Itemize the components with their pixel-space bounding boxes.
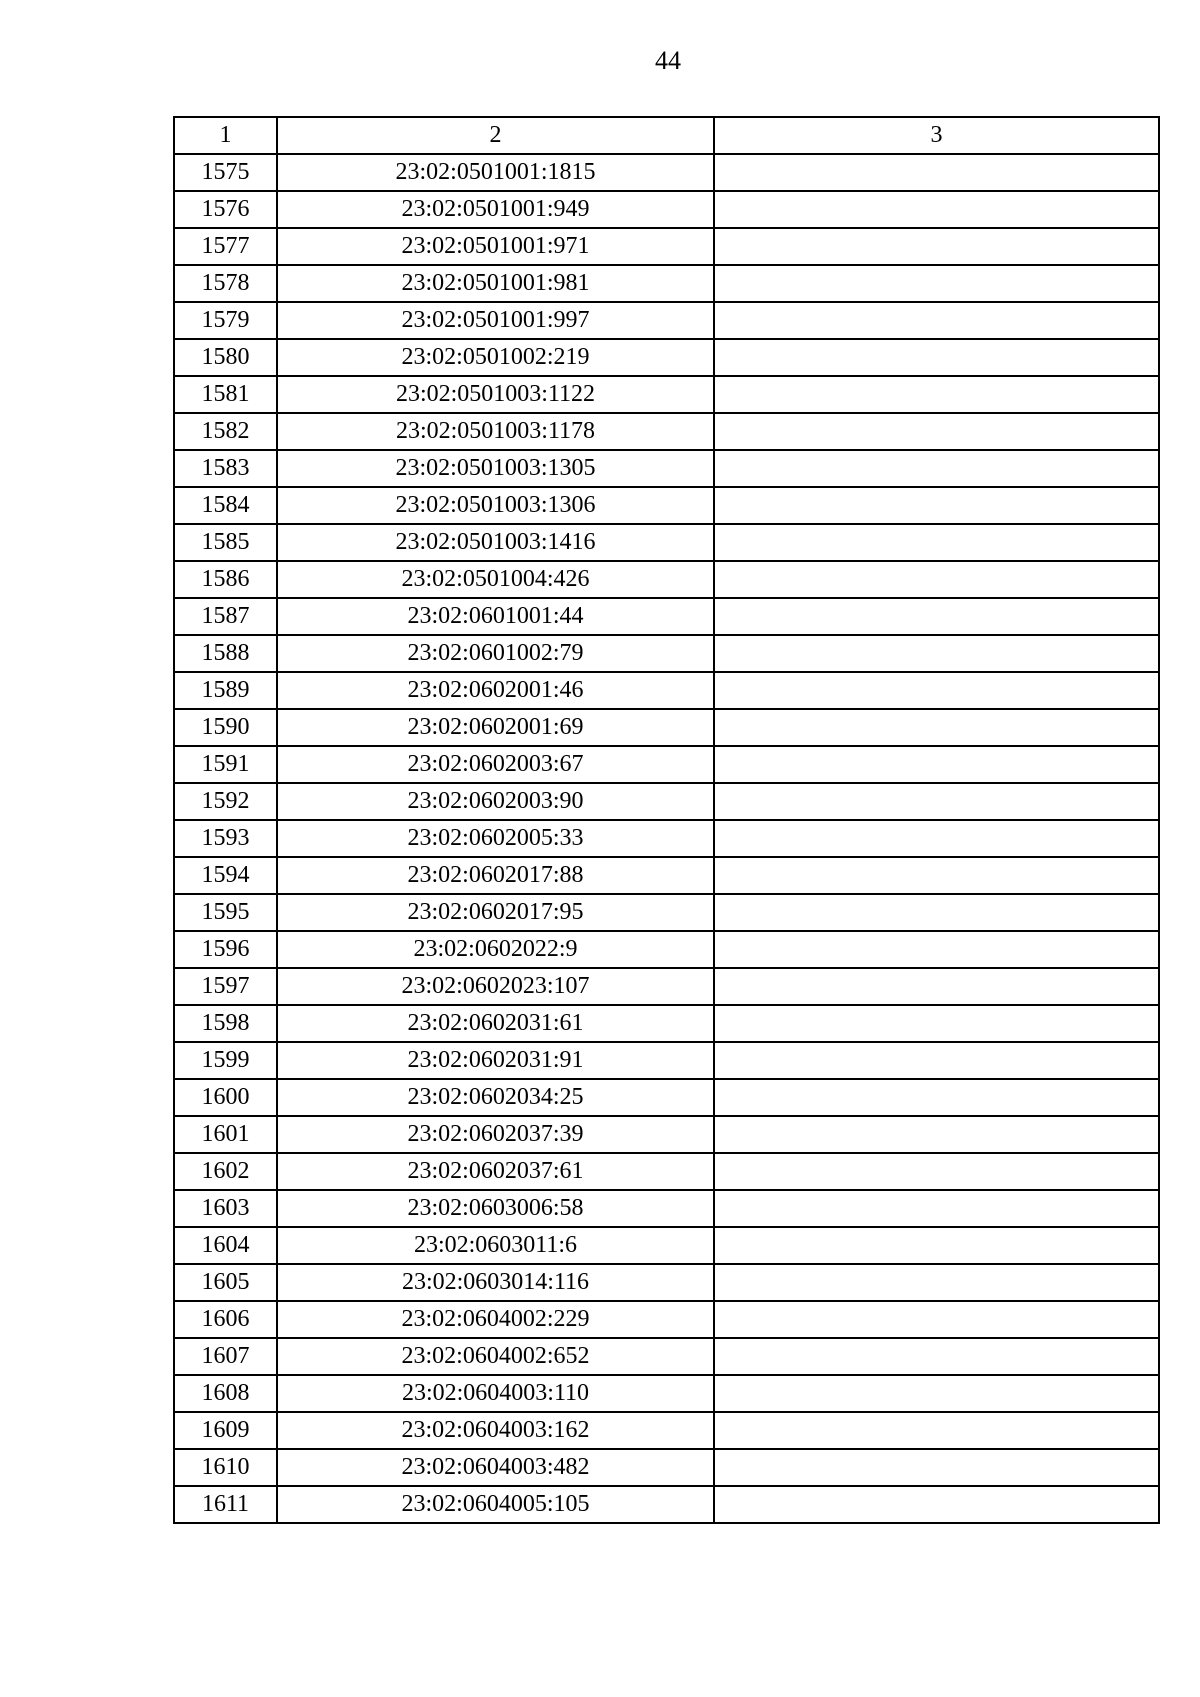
cadastral-number-cell: 23:02:0602003:67 — [277, 746, 714, 783]
table-row — [174, 1190, 1159, 1227]
row-number-cell: 1581 — [174, 376, 277, 413]
table-row — [174, 746, 1159, 783]
column-header-2: 2 — [277, 117, 714, 154]
cadastral-number-cell: 23:02:0604003:482 — [277, 1449, 714, 1486]
cadastral-number-cell: 23:02:0604003:110 — [277, 1375, 714, 1412]
note-cell — [714, 228, 1159, 265]
note-cell — [714, 1005, 1159, 1042]
cadastral-number-cell: 23:02:0501002:219 — [277, 339, 714, 376]
row-number-cell: 1599 — [174, 1042, 277, 1079]
table-row — [174, 672, 1159, 709]
table-row — [174, 228, 1159, 265]
cadastral-number-cell: 23:02:0501001:997 — [277, 302, 714, 339]
cadastral-number-cell: 23:02:0604002:229 — [277, 1301, 714, 1338]
cadastral-number-cell: 23:02:0604003:162 — [277, 1412, 714, 1449]
table-row — [174, 561, 1159, 598]
row-number-cell: 1595 — [174, 894, 277, 931]
row-number-cell: 1600 — [174, 1079, 277, 1116]
row-number-cell: 1608 — [174, 1375, 277, 1412]
cadastral-number-cell: 23:02:0604005:105 — [277, 1486, 714, 1523]
table-row — [174, 783, 1159, 820]
note-cell — [714, 1338, 1159, 1375]
note-cell — [714, 746, 1159, 783]
row-number-cell: 1576 — [174, 191, 277, 228]
table-row — [174, 376, 1159, 413]
cadastral-number-cell: 23:02:0604002:652 — [277, 1338, 714, 1375]
note-cell — [714, 894, 1159, 931]
cadastral-number-cell: 23:02:0501003:1305 — [277, 450, 714, 487]
row-number-cell: 1578 — [174, 265, 277, 302]
row-number-cell: 1603 — [174, 1190, 277, 1227]
table-row — [174, 968, 1159, 1005]
row-number-cell: 1580 — [174, 339, 277, 376]
column-header-1: 1 — [174, 117, 277, 154]
cadastral-number-cell: 23:02:0501003:1122 — [277, 376, 714, 413]
row-number-cell: 1587 — [174, 598, 277, 635]
cadastral-number-cell: 23:02:0501001:949 — [277, 191, 714, 228]
note-cell — [714, 1079, 1159, 1116]
cadastral-number-cell: 23:02:0602005:33 — [277, 820, 714, 857]
row-number-cell: 1604 — [174, 1227, 277, 1264]
note-cell — [714, 339, 1159, 376]
table-row — [174, 1301, 1159, 1338]
row-number-cell: 1610 — [174, 1449, 277, 1486]
note-cell — [714, 450, 1159, 487]
cadastral-number-cell: 23:02:0602031:91 — [277, 1042, 714, 1079]
note-cell — [714, 635, 1159, 672]
row-number-cell: 1609 — [174, 1412, 277, 1449]
note-cell — [714, 265, 1159, 302]
table-row — [174, 857, 1159, 894]
cadastral-number-cell: 23:02:0501003:1178 — [277, 413, 714, 450]
cadastral-number-cell: 23:02:0602001:46 — [277, 672, 714, 709]
note-cell — [714, 1264, 1159, 1301]
cadastral-number-cell: 23:02:0603011:6 — [277, 1227, 714, 1264]
row-number-cell: 1577 — [174, 228, 277, 265]
row-number-cell: 1588 — [174, 635, 277, 672]
table-row — [174, 598, 1159, 635]
row-number-cell: 1590 — [174, 709, 277, 746]
row-number-cell: 1606 — [174, 1301, 277, 1338]
page-number: 44 — [655, 46, 681, 75]
cadastral-table — [173, 116, 1160, 1524]
row-number-cell: 1607 — [174, 1338, 277, 1375]
table-row — [174, 302, 1159, 339]
table-header-row — [174, 117, 1159, 154]
cadastral-number-cell: 23:02:0601002:79 — [277, 635, 714, 672]
note-cell — [714, 413, 1159, 450]
note-cell — [714, 1486, 1159, 1523]
note-cell — [714, 1227, 1159, 1264]
table-row — [174, 894, 1159, 931]
table-body — [174, 154, 1159, 1523]
table-row — [174, 1079, 1159, 1116]
row-number-cell: 1583 — [174, 450, 277, 487]
cadastral-number-cell: 23:02:0501004:426 — [277, 561, 714, 598]
table-row — [174, 1375, 1159, 1412]
note-cell — [714, 820, 1159, 857]
row-number-cell: 1579 — [174, 302, 277, 339]
cadastral-number-cell: 23:02:0602023:107 — [277, 968, 714, 1005]
cadastral-number-cell: 23:02:0602037:39 — [277, 1116, 714, 1153]
cadastral-number-cell: 23:02:0602001:69 — [277, 709, 714, 746]
column-header-3: 3 — [714, 117, 1159, 154]
row-number-cell: 1592 — [174, 783, 277, 820]
cadastral-number-cell: 23:02:0602034:25 — [277, 1079, 714, 1116]
row-number-cell: 1593 — [174, 820, 277, 857]
table-row — [174, 265, 1159, 302]
note-cell — [714, 154, 1159, 191]
table-row — [174, 709, 1159, 746]
row-number-cell: 1591 — [174, 746, 277, 783]
row-number-cell: 1584 — [174, 487, 277, 524]
row-number-cell: 1594 — [174, 857, 277, 894]
cadastral-number-cell: 23:02:0602017:95 — [277, 894, 714, 931]
table-row — [174, 1338, 1159, 1375]
cadastral-number-cell: 23:02:0602003:90 — [277, 783, 714, 820]
row-number-cell: 1586 — [174, 561, 277, 598]
table-row — [174, 1116, 1159, 1153]
note-cell — [714, 1449, 1159, 1486]
note-cell — [714, 487, 1159, 524]
row-number-cell: 1597 — [174, 968, 277, 1005]
note-cell — [714, 709, 1159, 746]
table-row — [174, 1042, 1159, 1079]
cadastral-number-cell: 23:02:0501001:1815 — [277, 154, 714, 191]
table-row — [174, 487, 1159, 524]
note-cell — [714, 1375, 1159, 1412]
table-row — [174, 1264, 1159, 1301]
cadastral-number-cell: 23:02:0601001:44 — [277, 598, 714, 635]
table-row — [174, 1227, 1159, 1264]
table-row — [174, 154, 1159, 191]
note-cell — [714, 1042, 1159, 1079]
cadastral-number-cell: 23:02:0501003:1416 — [277, 524, 714, 561]
cadastral-number-cell: 23:02:0602017:88 — [277, 857, 714, 894]
cadastral-number-cell: 23:02:0501003:1306 — [277, 487, 714, 524]
note-cell — [714, 598, 1159, 635]
note-cell — [714, 931, 1159, 968]
table-row — [174, 450, 1159, 487]
table-row — [174, 524, 1159, 561]
note-cell — [714, 524, 1159, 561]
note-cell — [714, 302, 1159, 339]
row-number-cell: 1611 — [174, 1486, 277, 1523]
row-number-cell: 1598 — [174, 1005, 277, 1042]
note-cell — [714, 672, 1159, 709]
row-number-cell: 1605 — [174, 1264, 277, 1301]
note-cell — [714, 1153, 1159, 1190]
note-cell — [714, 1412, 1159, 1449]
table-row — [174, 1153, 1159, 1190]
table-row — [174, 635, 1159, 672]
cadastral-number-cell: 23:02:0501001:971 — [277, 228, 714, 265]
table-row — [174, 339, 1159, 376]
table-row — [174, 1486, 1159, 1523]
note-cell — [714, 968, 1159, 1005]
row-number-cell: 1602 — [174, 1153, 277, 1190]
note-cell — [714, 857, 1159, 894]
table-row — [174, 413, 1159, 450]
cadastral-number-cell: 23:02:0602037:61 — [277, 1153, 714, 1190]
row-number-cell: 1601 — [174, 1116, 277, 1153]
cadastral-number-cell: 23:02:0602022:9 — [277, 931, 714, 968]
note-cell — [714, 1116, 1159, 1153]
cadastral-number-cell: 23:02:0501001:981 — [277, 265, 714, 302]
table-row — [174, 1449, 1159, 1486]
row-number-cell: 1589 — [174, 672, 277, 709]
table-row — [174, 931, 1159, 968]
row-number-cell: 1596 — [174, 931, 277, 968]
row-number-cell: 1585 — [174, 524, 277, 561]
note-cell — [714, 1190, 1159, 1227]
note-cell — [714, 1301, 1159, 1338]
cadastral-number-cell: 23:02:0603014:116 — [277, 1264, 714, 1301]
table-row — [174, 1005, 1159, 1042]
note-cell — [714, 191, 1159, 228]
table-row — [174, 191, 1159, 228]
note-cell — [714, 561, 1159, 598]
table-row — [174, 1412, 1159, 1449]
cadastral-number-cell: 23:02:0602031:61 — [277, 1005, 714, 1042]
note-cell — [714, 376, 1159, 413]
row-number-cell: 1582 — [174, 413, 277, 450]
table-row — [174, 820, 1159, 857]
note-cell — [714, 783, 1159, 820]
row-number-cell: 1575 — [174, 154, 277, 191]
cadastral-number-cell: 23:02:0603006:58 — [277, 1190, 714, 1227]
